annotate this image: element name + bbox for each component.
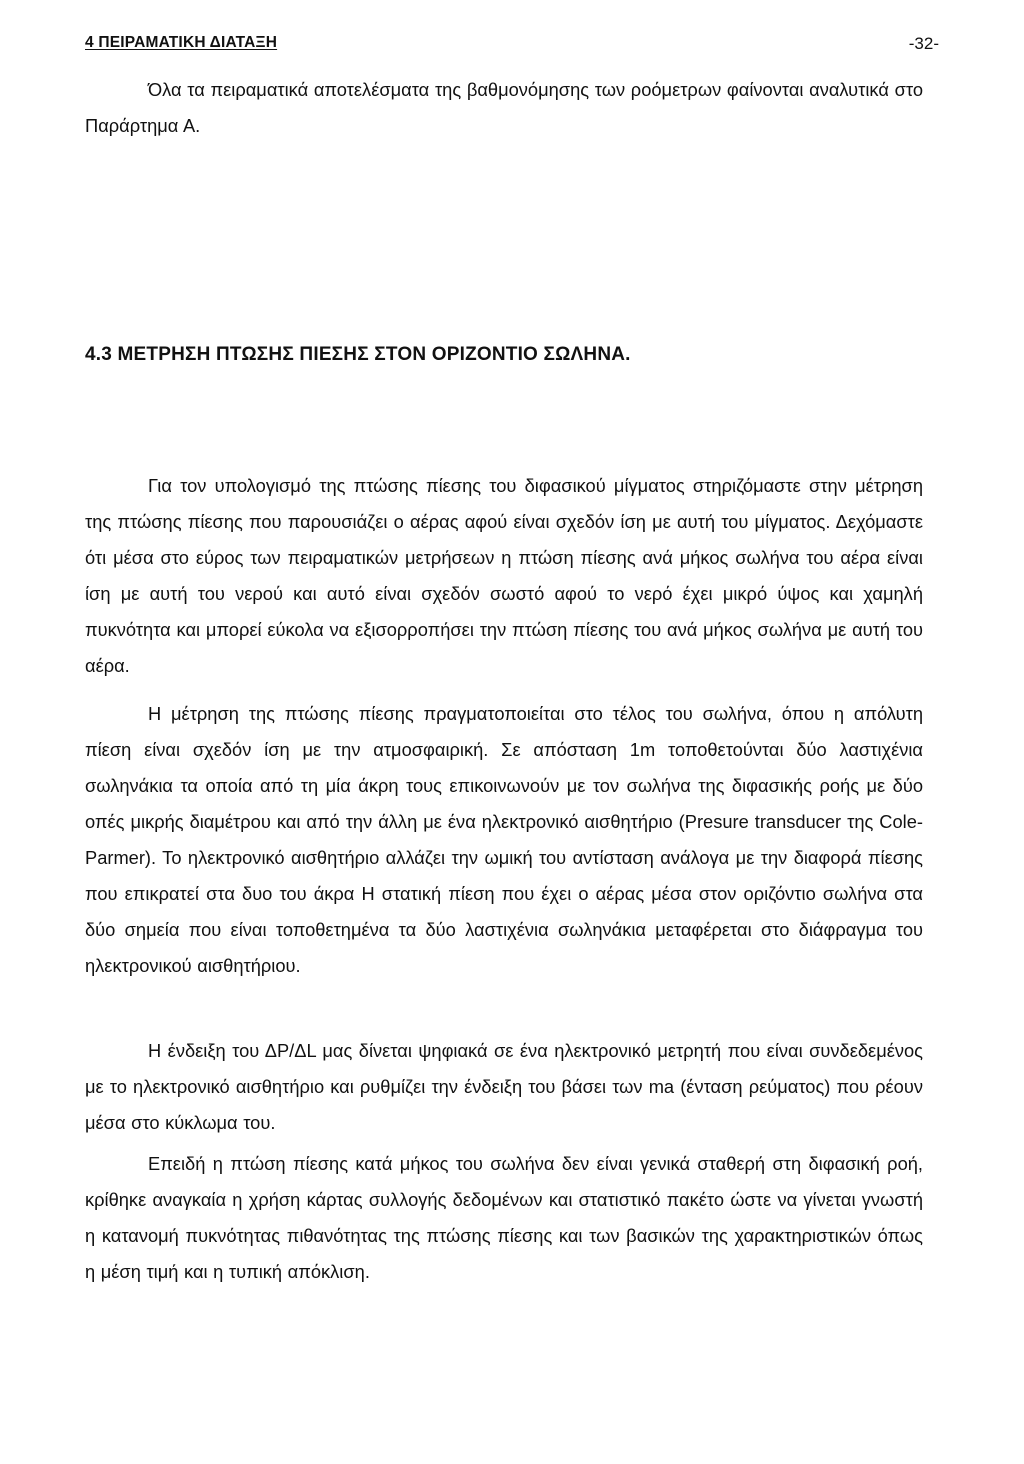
- running-header: [85, 34, 939, 58]
- chapter-title: 4 ΠΕΙΡΑΜΑΤΙΚΗ ΔΙΑΤΑΞΗ: [85, 34, 278, 51]
- section-heading: 4.3 ΜΕΤΡΗΣΗ ΠΤΩΣΗΣ ΠΙΕΣΗΣ ΣΤΟΝ ΟΡΙΖΟΝΤΙΟ ΣΩΛΗΝΑ.: [85, 344, 631, 365]
- intro-paragraph: Όλα τα πειραματικά αποτελέσματα της βαθμονόμησης των ροόμετρων φαίνονται αναλυτικά στο Παράρτημα Α.: [85, 79, 923, 136]
- paragraph-indication: Η ένδειξη του ΔΡ/ΔL μας δίνεται ψηφιακά σε ένα ηλεκτρονικό μετρητή που είναι συνδεδεμένος με το ηλεκτρονικό αισθητήριο και ρυθμίζει την ένδειξη του βάσει των ma (ένταση ρεύματος) που ρέουν μέσα στο κύκλωμα του.: [85, 1040, 923, 1133]
- page-number: -32-: [908, 34, 939, 53]
- paragraph-pressure-drop-intro: Για τον υπολογισμό της πτώσης πίεσης του διφασικού μίγματος στηριζόμαστε στην μέτρηση της πτώσης πίεσης που παρουσιάζει ο αέρας αφού είναι σχεδόν ίση με αυτή του μίγματος. Δεχόμαστε ότι μέσα στο εύρος των πειραματικών μετρήσεων η πτώση πίεσης ανά μήκος σωλήνα του αέρα είναι ίση με αυτή του νερού και αυτό είναι σχεδόν σωστό αφού το νερό έχει μικρό ύψος και χαμηλή πυκνότητα και μπορεί εύκολα να εξισορροπήσει την πτώση πίεσης του ανά μήκος σωλήνα με αυτή του αέρα.: [85, 475, 923, 676]
- paragraph-data-acquisition: Επειδή η πτώση πίεσης κατά μήκος του σωλήνα δεν είναι γενικά σταθερή στη διφασική ροή, κρίθηκε αναγκαία η χρήση κάρτας συλλογής δεδομένων και στατιστικό πακέτο ώστε να γίνεται γνωστή η κατανομή πυκνότητας πιθανότητας της πτώσης πίεσης και των βασικών της χαρακτηριστικών όπως η μέση τιμή και η τυπική απόκλιση.: [85, 1153, 923, 1282]
- paragraph-measurement-method: Η μέτρηση της πτώσης πίεσης πραγματοποιείται στο τέλος του σωλήνα, όπου η απόλυτη πίεση είναι σχεδόν ίση με την ατμοσφαιρική. Σε απόσταση 1m τοποθετούνται δύο λαστιχένια σωληνάκια τα οποία από τη μία άκρη τους επικοινωνούν με τον σωλήνα της διφασικής ροής με δύο οπές μικρής διαμέτρου και από την άλλη με ένα ηλεκτρονικό αισθητήριο (Presure transducer της Cole-Parmer). Το ηλεκτρονικό αισθητήριο αλλάζει την ωμική του αντίσταση ανάλογα με την διαφορά πίεσης που επικρατεί στα δυο του άκρα Η στατική πίεση που έχει ο αέρας μέσα στον οριζόντιο σωλήνα στα δύο σημεία που είναι τοποθετημένα τα δύο λαστιχένια σωληνάκια μεταφέρεται στο διάφραγμα του ηλεκτρονικού αισθητήριου.: [85, 703, 923, 976]
